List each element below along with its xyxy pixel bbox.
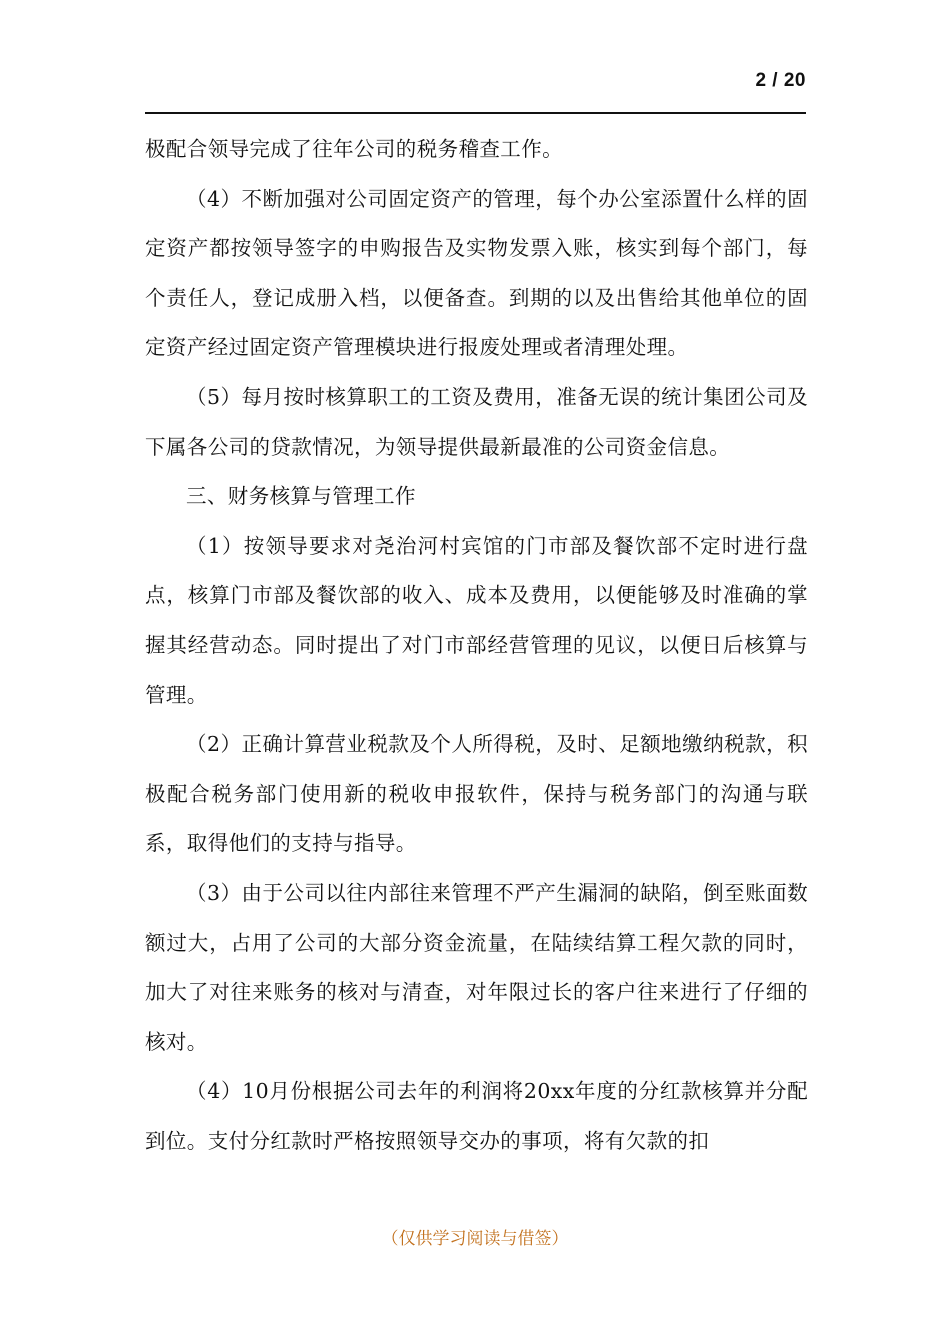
- section-heading: 三、财务核算与管理工作: [186, 484, 416, 509]
- paragraph: （4）不断加强对公司固定资产的管理，每个办公室添置什么样的固定资产都按领导签字的申购报告及实物发票入账，核实到每个部门，每个责任人，登记成册入档，以便备查。到期的以及出售给其他单位的固定资产经过固定资产管理模块进行报废处理或者清理处理。: [145, 186, 808, 360]
- page-number: 2 / 20: [755, 70, 806, 91]
- paragraph: （4）10月份根据公司去年的利润将20xx年度的分红款核算并分配到位。支付分红款时严格按照领导交办的事项，将有欠款的扣: [145, 1079, 808, 1153]
- footer-note: （仅供学习阅读与借签）: [381, 1229, 569, 1249]
- header-rule: [145, 112, 806, 114]
- paragraph: （1）按领导要求对尧治河村宾馆的门市部及餐饮部不定时进行盘点，核算门市部及餐饮部的收入、成本及费用，以便能够及时准确的掌握其经营动态。同时提出了对门市部经营管理的见议，以便日后核算与管理。: [145, 533, 808, 707]
- paragraph: （5）每月按时核算职工的工资及费用，准备无误的统计集团公司及下属各公司的贷款情况，为领导提供最新最准的公司资金信息。: [145, 384, 808, 459]
- paragraph: 极配合领导完成了往年公司的税务稽查工作。: [145, 137, 563, 161]
- paragraph: （3）由于公司以往内部往来管理不严产生漏洞的缺陷，倒至账面数额过大，占用了公司的大部分资金流量，在陆续结算工程欠款的同时，加大了对往来账务的核对与清查，对年限过长的客户往来进行了仔细的核对。: [145, 880, 808, 1054]
- paragraph: （2）正确计算营业税款及个人所得税，及时、足额地缴纳税款，积极配合税务部门使用新的税收申报软件，保持与税务部门的沟通与联系，取得他们的支持与指导。: [145, 732, 808, 856]
- document-body: [145, 125, 808, 1166]
